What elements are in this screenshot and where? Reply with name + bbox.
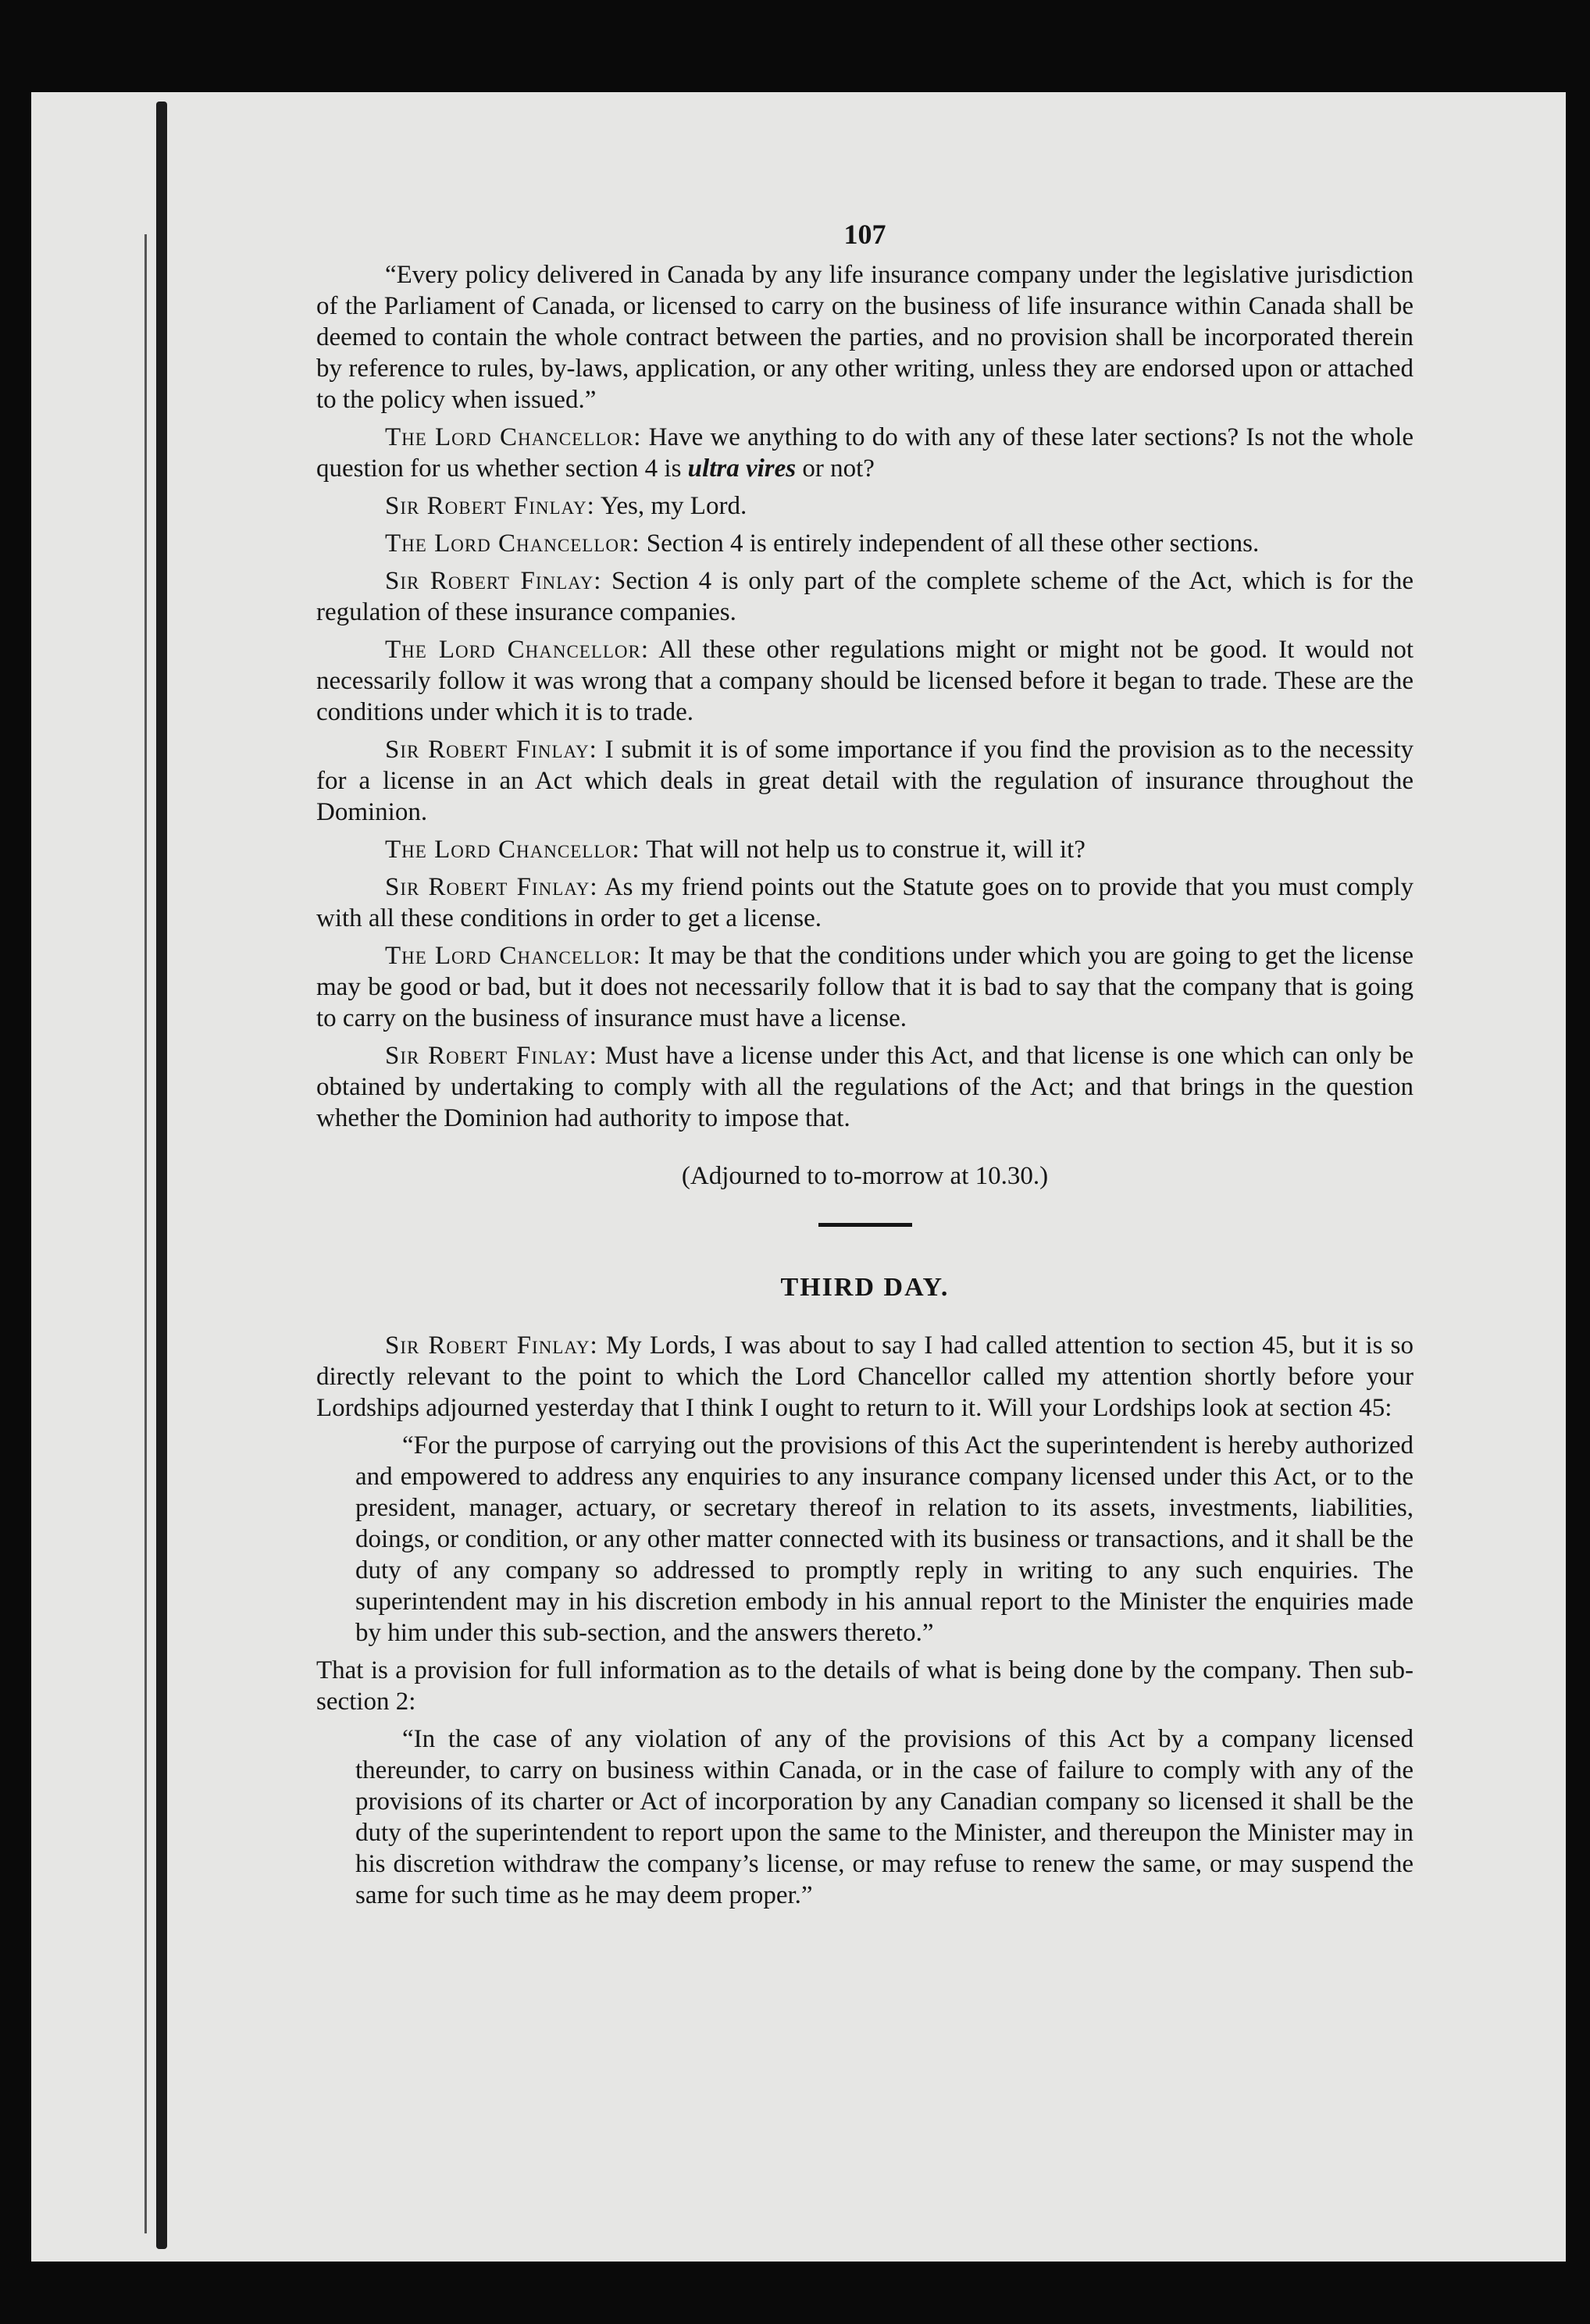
paragraph-text: I submit it is of some importance if you find the provision as to the necessity for a license in an Act which deals in great detail with the regulation of insurance throughout the Dominion. xyxy=(316,736,1414,826)
speaker-name: The Lord Chancellor: xyxy=(385,836,640,864)
paragraph-text: “In the case of any violation of any of the provisions of this Act by a company licensed thereunder, to carry on business within Canada, or in the case of failure to comply with any of the provisions of its charter or Act of incorporation by any Canadian company so licensed it shall be the duty of the superintendent to report upon the same to the Minister, and thereupon the Minister may in his discretion withdraw the company’s license, or may refuse to renew the same, or may suspend the same for such time as he may deem proper.” xyxy=(355,1725,1414,1909)
paragraph-text: Have we anything to do with any of these later sections? Is not the whole question for us whether section 4 is ultra vires or not? xyxy=(316,423,1414,483)
speaker-name: The Lord Chancellor: xyxy=(385,942,641,970)
speech-paragraph xyxy=(316,940,1414,1034)
paragraph-text: As my friend points out the Statute goes on to provide that you must comply with all these conditions in order to get a license. xyxy=(316,873,1414,932)
speech-paragraph xyxy=(316,1330,1414,1424)
paragraph-text: “For the purpose of carrying out the provisions of this Act the superintendent is hereby authorized and empowered to address any enquiries to any insurance company licensed under this Act, or to the president, manager, actuary, or secretary thereof in relation to its assets, investments, liabilities, doings, or condition, or any other matter connected with its business or transactions, and it shall be the duty of any company so addressed to promptly reply in writing to any such enquiries. The superintendent may in his discretion embody in his annual report to the Minister the enquiries made by him under this sub-section, and the answers thereto.” xyxy=(355,1431,1414,1647)
page-number: 107 xyxy=(843,219,886,250)
speaker-name: The Lord Chancellor: xyxy=(385,423,642,451)
quoted-paragraph xyxy=(316,1723,1414,1911)
page-text xyxy=(316,219,1414,1917)
speaker-name: Sir Robert Finlay: xyxy=(385,736,597,764)
speech-paragraph xyxy=(316,490,1414,522)
speech-paragraph xyxy=(316,422,1414,484)
speech-paragraph xyxy=(316,834,1414,865)
quoted-paragraph xyxy=(316,259,1414,415)
transcript-part-one xyxy=(316,259,1414,1134)
speech-paragraph xyxy=(316,634,1414,728)
speaker-name: Sir Robert Finlay: xyxy=(385,492,595,520)
binding-shadow xyxy=(144,234,147,2233)
paragraph-text: That will not help us to construe it, will it? xyxy=(646,836,1086,864)
quoted-paragraph xyxy=(316,1430,1414,1649)
adjournment-note: (Adjourned to to-morrow at 10.30.) xyxy=(681,1162,1049,1190)
paragraph-text: Must have a license under this Act, and that license is one which can only be obtained by undertaking to comply with all the regulations of the Act; and that brings in the question whether the Dominion had authority to impose that. xyxy=(316,1042,1414,1132)
paragraph-text: That is a provision for full information as to the details of what is being done by the company. Then sub-section 2: xyxy=(316,1656,1414,1716)
latin-term: ultra vires xyxy=(687,454,797,483)
paragraph-text: Yes, my Lord. xyxy=(600,492,747,520)
transcript-part-two xyxy=(316,1330,1414,1911)
paragraph-text: All these other regulations might or might not be good. It would not necessarily follow it was wrong that a company should be licensed before it began to trade. These are the conditions under which it is to trade. xyxy=(316,636,1414,726)
quoted-paragraph xyxy=(316,1655,1414,1717)
speaker-name: Sir Robert Finlay: xyxy=(385,1042,597,1070)
paragraph-text: Section 4 is only part of the complete scheme of the Act, which is for the regulation of these insurance companies. xyxy=(316,567,1414,626)
speech-paragraph xyxy=(316,528,1414,559)
speaker-name: Sir Robert Finlay: xyxy=(385,567,602,595)
speaker-name: The Lord Chancellor: xyxy=(385,529,640,558)
binding-edge xyxy=(156,102,167,2249)
section-heading: THIRD DAY. xyxy=(780,1273,950,1302)
speaker-name: The Lord Chancellor: xyxy=(385,636,650,664)
paragraph-text: Section 4 is entirely independent of all these other sections. xyxy=(646,529,1260,558)
paragraph-text: My Lords, I was about to say I had called attention to section 45, but it is so directly relevant to the point to which the Lord Chancellor called my attention shortly before your Lordships adjourned yesterday that I think I ought to return to it. Will your Lordships look at section 45: xyxy=(316,1331,1414,1422)
speaker-name: Sir Robert Finlay: xyxy=(385,873,598,901)
speech-paragraph xyxy=(316,734,1414,828)
section-divider xyxy=(818,1223,912,1227)
paragraph-text: It may be that the conditions under which you are going to get the license may be good or bad, but it does not necessarily follow that it is bad to say that the company that is going to carry on the business of insurance must have a license. xyxy=(316,942,1414,1032)
speech-paragraph xyxy=(316,872,1414,934)
paragraph-text: “Every policy delivered in Canada by any life insurance company under the legislative jurisdiction of the Parliament of Canada, or licensed to carry on the business of life insurance within Canada shall be deemed to contain the whole contract between the parties, and no provision shall be incorporated therein by reference to rules, by-laws, application, or any other writing, unless they are endorsed upon or attached to the policy when issued.” xyxy=(316,261,1414,414)
speech-paragraph xyxy=(316,1040,1414,1134)
speaker-name: Sir Robert Finlay: xyxy=(385,1331,598,1360)
speech-paragraph xyxy=(316,565,1414,628)
